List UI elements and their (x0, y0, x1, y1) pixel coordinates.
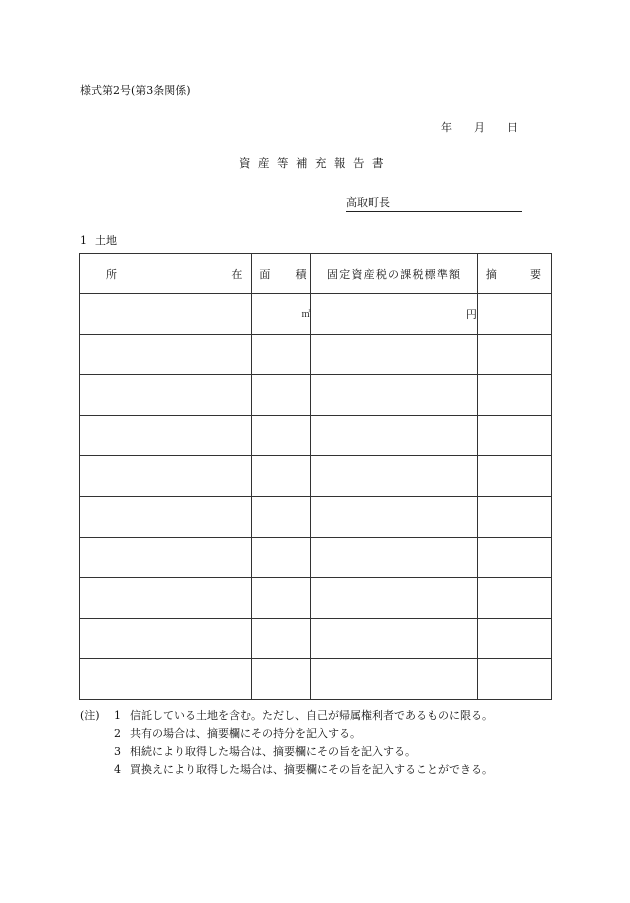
remarks-cell[interactable] (477, 415, 551, 456)
assessed-value-cell[interactable] (311, 415, 477, 456)
area-unit-label: ㎡ (301, 310, 311, 321)
area-cell[interactable] (252, 496, 311, 537)
section-number: 1 (80, 234, 87, 247)
section-title: 土地 (95, 234, 117, 247)
location-cell[interactable] (80, 537, 252, 578)
location-cell[interactable] (80, 415, 252, 456)
note-number: 1 (114, 709, 121, 722)
notes (80, 707, 493, 779)
date-day-label: 日 (507, 121, 518, 134)
section-heading (80, 232, 117, 248)
notes-prefix: (注) (80, 709, 100, 722)
table-row (80, 334, 552, 375)
remarks-cell[interactable] (477, 578, 551, 619)
location-cell[interactable] (80, 618, 252, 659)
assessed-value-cell[interactable] (311, 578, 477, 619)
table-row (80, 659, 552, 700)
note-text: 相続により取得した場合は、摘要欄にその旨を記入する。 (130, 745, 416, 758)
area-cell[interactable] (252, 334, 311, 375)
table-header-row (80, 254, 552, 294)
note-item (80, 761, 493, 779)
location-cell[interactable] (80, 456, 252, 497)
table-row (80, 375, 552, 416)
assessed-value-cell[interactable] (311, 456, 477, 497)
date-line (441, 119, 518, 135)
header-remarks (477, 254, 551, 294)
note-number: 3 (114, 745, 121, 758)
header-area-char-2: 積 (295, 267, 307, 281)
header-area (252, 254, 311, 294)
remarks-cell[interactable] (477, 537, 551, 578)
area-cell[interactable] (252, 578, 311, 619)
assessed-value-cell[interactable] (311, 334, 477, 375)
table-row (80, 537, 552, 578)
header-area-char-1: 面 (259, 267, 271, 281)
location-cell[interactable] (80, 334, 252, 375)
document-title: 資産等補充報告書 (239, 156, 391, 170)
assessed-value-cell[interactable] (311, 496, 477, 537)
remarks-cell[interactable] (477, 456, 551, 497)
table-row (80, 294, 552, 335)
area-cell[interactable] (252, 415, 311, 456)
form-number: 様式第2号(第3条関係) (80, 84, 191, 97)
remarks-cell[interactable] (477, 375, 551, 416)
table-row (80, 496, 552, 537)
header-remarks-char-1: 摘 (485, 267, 497, 281)
area-cell[interactable] (252, 537, 311, 578)
area-cell[interactable] (252, 659, 311, 700)
location-cell[interactable] (80, 375, 252, 416)
table-row (80, 578, 552, 619)
header-assessed-value (311, 254, 477, 294)
area-cell[interactable] (252, 456, 311, 497)
remarks-cell[interactable] (477, 659, 551, 700)
area-cell[interactable] (252, 375, 311, 416)
date-year-label: 年 (441, 121, 452, 134)
note-item (80, 707, 493, 725)
assessed-value-cell[interactable] (311, 659, 477, 700)
table-row (80, 415, 552, 456)
recipient-line: 高取町長 (346, 194, 522, 212)
assessed-value-cell[interactable] (311, 618, 477, 659)
note-number: 4 (114, 763, 121, 776)
location-cell[interactable] (80, 578, 252, 619)
table-row (80, 456, 552, 497)
header-location (80, 254, 252, 294)
location-cell[interactable] (80, 294, 252, 335)
header-remarks-char-2: 要 (530, 267, 541, 281)
assessed-value-cell[interactable] (311, 537, 477, 578)
remarks-cell[interactable] (477, 294, 551, 335)
note-text: 買換えにより取得した場合は、摘要欄にその旨を記入することができる。 (130, 763, 493, 776)
header-location-char-2: 在 (231, 267, 243, 281)
assessed-value-cell[interactable] (311, 375, 477, 416)
location-cell[interactable] (80, 496, 252, 537)
note-item (80, 743, 493, 761)
assessed-value-cell[interactable] (311, 294, 477, 335)
date-month-label: 月 (474, 121, 485, 134)
location-cell[interactable] (80, 659, 252, 700)
area-cell[interactable] (252, 618, 311, 659)
note-number: 2 (114, 727, 121, 740)
remarks-cell[interactable] (477, 496, 551, 537)
table-row (80, 618, 552, 659)
note-item (80, 725, 493, 743)
note-text: 共有の場合は、摘要欄にその持分を記入する。 (130, 727, 361, 740)
yen-unit-label: 円 (465, 307, 477, 321)
header-location-char-1: 所 (106, 267, 117, 281)
land-table (79, 253, 552, 700)
remarks-cell[interactable] (477, 334, 551, 375)
area-cell[interactable] (252, 294, 311, 335)
header-assessed-value-text: 固定資産税の課税標準額 (327, 267, 462, 281)
remarks-cell[interactable] (477, 618, 551, 659)
note-text: 信託している土地を含む。ただし、自己が帰属権利者であるものに限る。 (130, 709, 493, 722)
